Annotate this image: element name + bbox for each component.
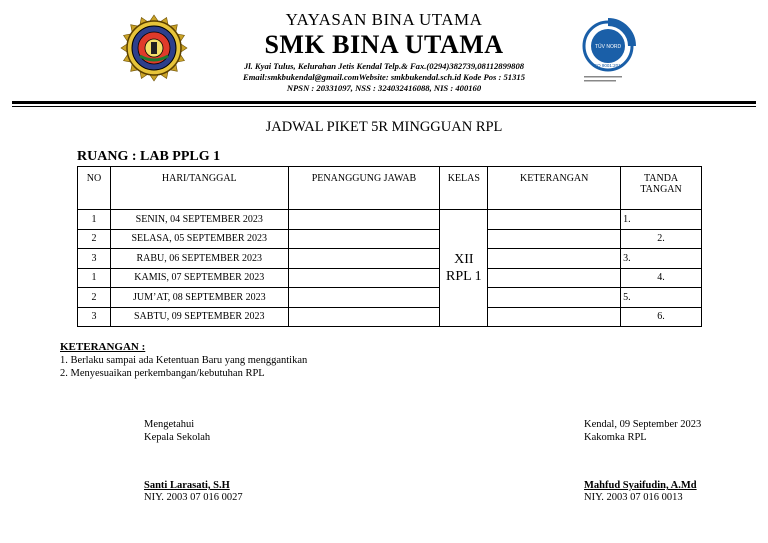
row-pic — [288, 249, 440, 269]
row-note — [488, 249, 621, 269]
room-label: RUANG : LAB PPLG 1 — [77, 149, 221, 164]
document-title: JADWAL PIKET 5R MINGGUAN RPL — [265, 119, 503, 135]
table-row — [78, 307, 702, 327]
notes-title: KETERANGAN : — [60, 341, 146, 353]
signature-left-line2: Kepala Sekolah — [144, 432, 211, 443]
table-row — [78, 249, 702, 269]
class-cell — [440, 210, 488, 327]
row-no: 2 — [78, 288, 111, 308]
row-no: 3 — [78, 249, 111, 269]
table-row — [78, 210, 702, 230]
row-pic — [288, 229, 440, 249]
row-pic — [288, 268, 440, 288]
header-sign-line2: TANGAN — [640, 184, 682, 195]
row-note — [488, 229, 621, 249]
signature-right-line2: Kakomka RPL — [584, 432, 647, 443]
table-row — [78, 288, 702, 308]
row-day: SENIN, 04 SEPTEMBER 2023 — [110, 210, 288, 230]
row-day: SELASA, 05 SEPTEMBER 2023 — [110, 229, 288, 249]
header-class: KELAS — [440, 167, 488, 210]
signature-left-name: Santi Larasati, S.H — [144, 480, 230, 491]
row-pic — [288, 210, 440, 230]
address-line-3: NPSN : 20331097, NSS : 324032416088, NIS : 400160 — [286, 83, 482, 93]
header-pic: PENANGGUNG JAWAB — [288, 167, 440, 210]
row-note — [488, 288, 621, 308]
row-no: 1 — [78, 268, 111, 288]
row-sign: 3. — [621, 249, 702, 269]
address-line-1: Jl. Kyai Tulus, Kelurahan Jetis Kendal Telp.& Fax.(0294)382739,08112899808 — [243, 61, 525, 71]
signature-left-nip: NIY. 2003 07 016 0027 — [144, 492, 243, 503]
note-item: 2. Menyesuaikan perkembangan/kebutuhan RPL — [60, 368, 265, 379]
class-line1: XII — [454, 252, 474, 267]
header-day: HARI/TANGGAL — [110, 167, 288, 210]
header-sign-line1: TANDA — [643, 173, 679, 184]
row-sign: 4. — [621, 268, 702, 288]
signature-left-block — [144, 418, 210, 444]
row-no: 1 — [78, 210, 111, 230]
row-note — [488, 268, 621, 288]
address-line-2: Email:smkbukendal@gmail.comWebsite: smkbukendal.sch.id Kode Pos : 51315 — [243, 72, 525, 82]
signature-left-line1: Mengetahui — [144, 419, 195, 430]
school-name: SMK BINA UTAMA — [264, 30, 504, 59]
letterhead-divider-thin — [12, 106, 756, 107]
iso-text: ISO 9001:2015 — [592, 63, 624, 68]
note-item: 1. Berlaku sampai ada Ketentuan Baru yang menggantikan — [60, 355, 308, 366]
schedule-table — [77, 166, 702, 327]
certification-text: TÜV NORD — [594, 44, 622, 50]
table-row — [78, 229, 702, 249]
row-sign: 2. — [621, 229, 702, 249]
header-note: KETERANGAN — [488, 167, 621, 210]
row-day: RABU, 06 SEPTEMBER 2023 — [110, 249, 288, 269]
row-pic — [288, 307, 440, 327]
signature-right-name: Mahfud Syaifudin, A.Md — [584, 480, 697, 491]
signature-right-block — [584, 418, 701, 444]
row-note — [488, 210, 621, 230]
letterhead-divider-thick — [12, 101, 756, 104]
organization-name: YAYASAN BINA UTAMA — [285, 10, 483, 29]
header-sign — [621, 167, 702, 210]
header-no: NO — [78, 167, 111, 210]
signature-right-nip: NIY. 2003 07 016 0013 — [584, 492, 683, 503]
row-no: 3 — [78, 307, 111, 327]
row-pic — [288, 288, 440, 308]
class-line2: RPL 1 — [445, 269, 482, 284]
row-day: KAMIS, 07 SEPTEMBER 2023 — [110, 268, 288, 288]
table-row — [78, 268, 702, 288]
row-no: 2 — [78, 229, 111, 249]
row-day: JUM’AT, 08 SEPTEMBER 2023 — [110, 288, 288, 308]
row-day: SABTU, 09 SEPTEMBER 2023 — [110, 307, 288, 327]
signature-right-line1: Kendal, 09 September 2023 — [584, 419, 702, 430]
row-sign: 1. — [621, 210, 702, 230]
table-header-row — [78, 167, 702, 210]
row-sign: 5. — [621, 288, 702, 308]
row-note — [488, 307, 621, 327]
row-sign: 6. — [621, 307, 702, 327]
